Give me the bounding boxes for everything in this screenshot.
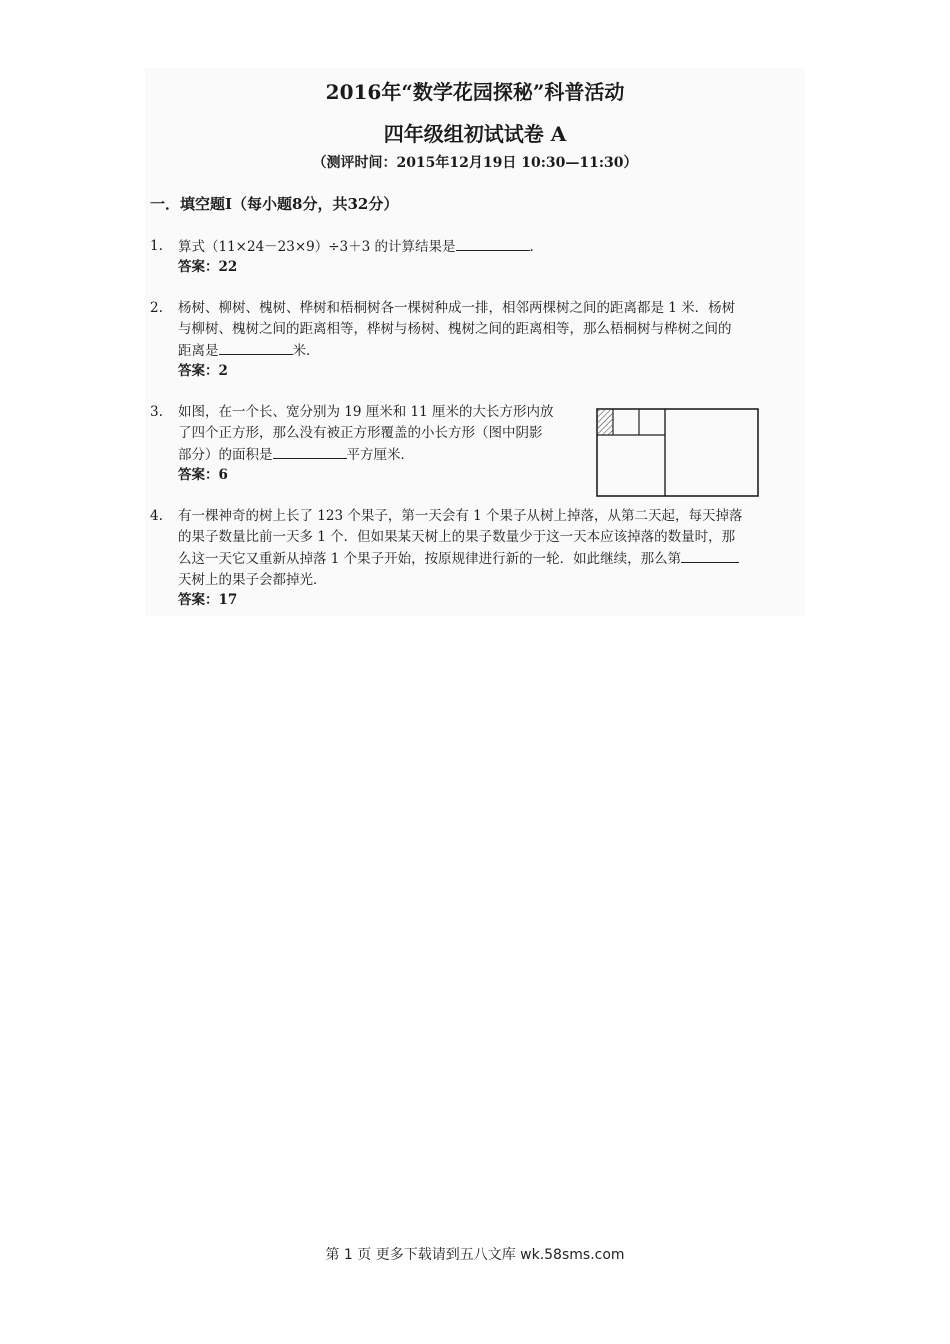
question-number: 1. xyxy=(150,238,163,254)
section-heading: 一．填空题Ⅰ（每小题8分，共32分） xyxy=(150,195,399,213)
question-text: 杨树、柳树、槐树、桦树和梧桐树各一棵树种成一排，相邻两棵树之间的距离都是 1 米．杨树 xyxy=(178,300,736,316)
exam-subtitle: 四年级组初试试卷 A xyxy=(383,122,567,146)
question-number: 4. xyxy=(150,508,163,524)
question-text: 的果子数量比前一天多 1 个．但如果某天树上的果子数量少于这一天本应该掉落的数量时，那 xyxy=(178,529,736,545)
question-2 xyxy=(150,298,810,388)
question-text: 与柳树、槐树之间的距离相等，桦树与杨树、槐树之间的距离相等，那么梧桐树与桦树之间的 xyxy=(178,321,732,337)
shaded-rectangle xyxy=(598,410,613,435)
page-footer: 第 1 页 更多下载请到五八文库 wk.58sms.com xyxy=(325,1247,625,1263)
exam-time: （测评时间：2015年12月19日 10:30—11:30） xyxy=(312,155,638,171)
question-text: 米． xyxy=(292,343,320,359)
question-text: 天树上的果子会都掉光． xyxy=(178,572,327,588)
question-text: 算式（11×24－23×9）÷3＋3 的计算结果是 xyxy=(178,239,456,255)
answer-text: 答案：22 xyxy=(178,259,238,275)
answer-text: 答案：17 xyxy=(178,592,238,608)
answer-blank xyxy=(219,340,293,355)
rectangle-squares-figure xyxy=(596,407,762,501)
question-text: 么这一天它又重新从掉落 1 个果子开始，按原规律进行新的一轮．如此继续，那么第 xyxy=(178,551,682,567)
question-text: 如图，在一个长、宽分别为 19 厘米和 11 厘米的大长方形内放 xyxy=(178,404,554,420)
answer-text: 答案：2 xyxy=(178,363,228,379)
question-text: 有一棵神奇的树上长了 123 个果子，第一天会有 1 个果子从树上掉落，从第二天起，每天掉落 xyxy=(178,508,743,524)
question-text: 了四个正方形，那么没有被正方形覆盖的小长方形（图中阴影 xyxy=(178,425,543,441)
exam-title: 2016年“数学花园探秘”科普活动 xyxy=(325,80,625,104)
question-number: 3. xyxy=(150,404,163,420)
question-text: 部分）的面积是 xyxy=(178,447,273,463)
question-text: . xyxy=(529,239,534,255)
question-text: 平方厘米． xyxy=(346,447,414,463)
question-1 xyxy=(150,236,810,286)
question-4 xyxy=(150,506,810,616)
question-text: 距离是 xyxy=(178,343,219,359)
answer-blank xyxy=(456,236,530,251)
outer-rectangle xyxy=(597,409,758,496)
answer-blank xyxy=(273,444,347,459)
answer-blank xyxy=(681,548,739,563)
answer-text: 答案：6 xyxy=(178,467,228,483)
question-number: 2. xyxy=(150,300,163,316)
